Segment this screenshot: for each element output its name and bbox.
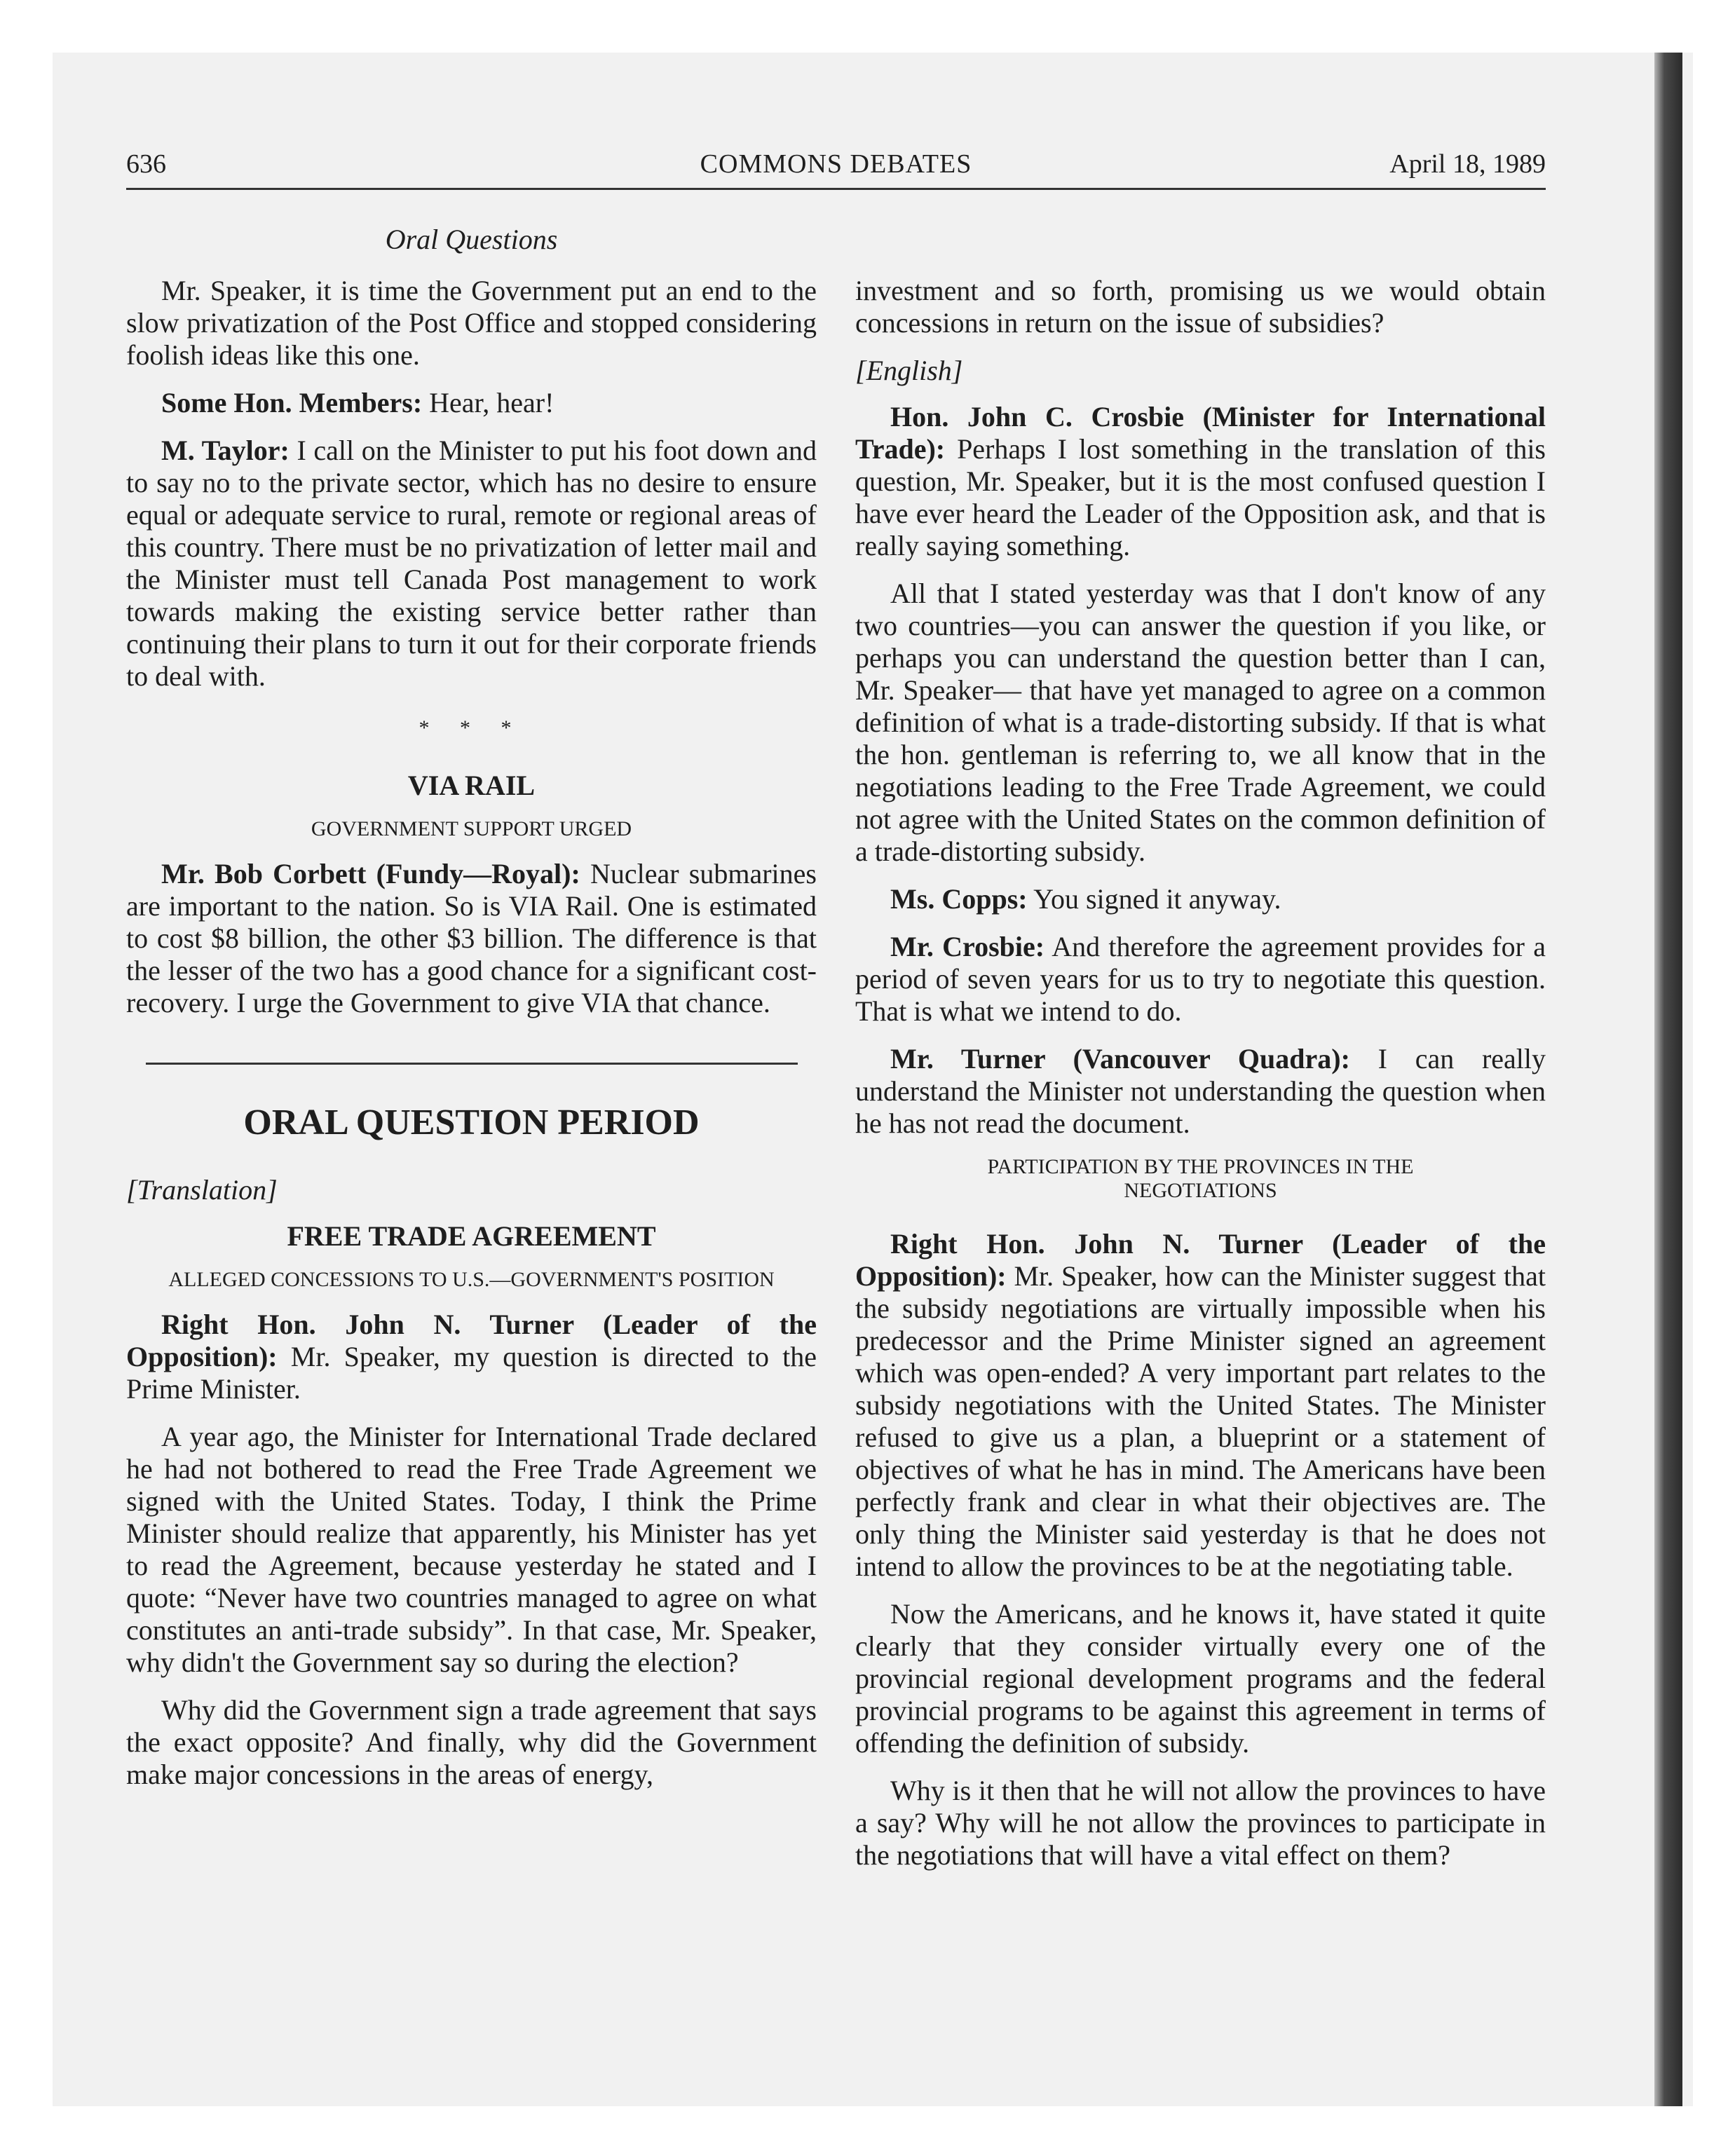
paragraph: [126, 387, 817, 419]
paragraph: Now the Americans, and he knows it, have stated it quite clearly that they consider virtually every one of the provincial regional development programs and the federal provincial programs to be against this agreement in terms of offending the definition of subsidy.: [855, 1598, 1546, 1759]
speech-text: And therefore the agreement provides for a period of seven years for us to try to negotiate this question. That is what we intend to do.: [855, 931, 1546, 1027]
paragraph: Mr. Speaker, it is time the Government put an end to the slow privatization of the Post Office and stopped considering foolish ideas like this one.: [126, 275, 817, 371]
header-rule: [126, 188, 1546, 190]
speech-text: I call on the Minister to put his foot down and to say no to the private sector, which has no desire to ensure equal or adequate service to rural, remote or regional areas of this country. There must be no privatization of letter mail and the Minister must tell Canada Post management to work towards making the existing service better rather than continuing their plans to turn it out for their corporate friends to deal with.: [126, 435, 817, 692]
speaker-name: Some Hon. Members:: [161, 387, 423, 418]
paragraph: investment and so forth, promising us we would obtain concessions in return on the issue of subsidies?: [855, 275, 1546, 339]
major-heading: ORAL QUESTION PERIOD: [243, 1103, 700, 1142]
binding-edge: [1654, 53, 1682, 2106]
speaker-name: Hon. John C. Crosbie (Minister for International Trade):: [855, 401, 1546, 465]
language-note: [Translation]: [126, 1174, 278, 1206]
page-number: 636: [126, 149, 166, 179]
section-subheading: PARTICIPATION BY THE PROVINCES IN THE NEGOTIATIONS: [987, 1155, 1414, 1202]
paragraph: [126, 858, 817, 1019]
paragraph: [126, 1309, 817, 1405]
section-divider: [146, 1063, 798, 1065]
speech-text: Hear, hear!: [429, 387, 554, 418]
speech-text: You signed it anyway.: [1033, 883, 1281, 915]
publication-title: COMMONS DEBATES: [700, 149, 972, 179]
paragraph: [855, 883, 1546, 915]
speech-text: Nuclear submarines are important to the nation. So is VIA Rail. One is estimated to cost $8 billion, the other $3 billion. The difference is that the lesser of the two has a good chance for a significant cost-recovery. I urge the Government to give VIA that chance.: [126, 858, 817, 1018]
language-note: [English]: [855, 355, 963, 386]
speaker-name: Mr. Bob Corbett (Fundy—Royal):: [161, 858, 580, 889]
speaker-name: Right Hon. John N. Turner (Leader of the Opposition):: [126, 1309, 817, 1372]
speech-text: I can really understand the Minister not understanding the question when he has not read the document.: [855, 1043, 1546, 1139]
paragraph: Why did the Government sign a trade agreement that says the exact opposite? And finally, why did the Government make major concessions in the areas of energy,: [126, 1694, 817, 1790]
paragraph: [855, 401, 1546, 562]
paragraph: A year ago, the Minister for International Trade declared he had not bothered to read the Free Trade Agreement we signed with the United States. Today, I think the Prime Minister should realize that apparently, his Minister has yet to read the Agreement, because yesterday he stated and I quote: “Never have two countries managed to agree on what constitutes an anti-trade subsidy”. In that case, Mr. Speaker, why didn't the Government say so during the election?: [126, 1421, 817, 1678]
speaker-name: Mr. Turner (Vancouver Quadra):: [890, 1043, 1350, 1074]
paragraph: Why is it then that he will not allow the provinces to have a say? Why will he not allow the provinces to participate in the negotiations that will have a vital effect on them?: [855, 1775, 1546, 1871]
paragraph: [855, 1228, 1546, 1583]
speech-text: Mr. Speaker, my question is directed to the Prime Minister.: [126, 1341, 817, 1405]
section-subheading: GOVERNMENT SUPPORT URGED: [311, 817, 632, 840]
paragraph: All that I stated yesterday was that I don't know of any two countries—you can answer the question if you like, or perhaps you can understand the question better than I can, Mr. Speaker— that have yet managed to agree on a common definition of what is a trade-distorting subsidy. If that is what the hon. gentleman is referring to, we all know that in the negotiations leading to the Free Trade Agreement, we could not agree with the United States on the common definition of a trade-distorting subsidy.: [855, 578, 1546, 867]
publication-date: April 18, 1989: [1389, 149, 1546, 179]
right-column: [855, 275, 1546, 1887]
speech-text: Mr. Speaker, how can the Minister suggest that the subsidy negotiations are virtually impossible when his predecessor and the Prime Minister signed an agreement which was open-ended? A very important part relates to the subsidy negotiations with the United States. The Minister refused to give us a plan, a blueprint or a statement of objectives of what he has in mind. The Americans have been perfectly frank and clear in what their objectives are. The only thing the Minister said yesterday is that he does not intend to allow the provinces to be at the negotiating table.: [855, 1260, 1546, 1582]
paragraph: [126, 435, 817, 692]
section-heading: FREE TRADE AGREEMENT: [287, 1220, 656, 1252]
speaker-name: Ms. Copps:: [890, 883, 1028, 915]
paragraph: [855, 931, 1546, 1028]
section-heading: VIA RAIL: [407, 770, 536, 801]
page-header: [126, 149, 1546, 191]
speaker-name: M. Taylor:: [161, 435, 290, 466]
speaker-name: Mr. Crosbie:: [890, 931, 1045, 962]
section-subheading: ALLEGED CONCESSIONS TO U.S.—GOVERNMENT'S POSITION: [168, 1268, 775, 1291]
speaker-name: Right Hon. John N. Turner (Leader of the Opposition):: [855, 1228, 1546, 1292]
running-head: Oral Questions: [385, 224, 558, 255]
paragraph: [855, 1043, 1546, 1140]
speech-text: Perhaps I lost something in the translation of this question, Mr. Speaker, but it is the most confused question I have ever heard the Leader of the Opposition ask, and that is really saying something.: [855, 433, 1546, 561]
section-separator: * * *: [419, 716, 524, 739]
left-column: [126, 275, 817, 1806]
